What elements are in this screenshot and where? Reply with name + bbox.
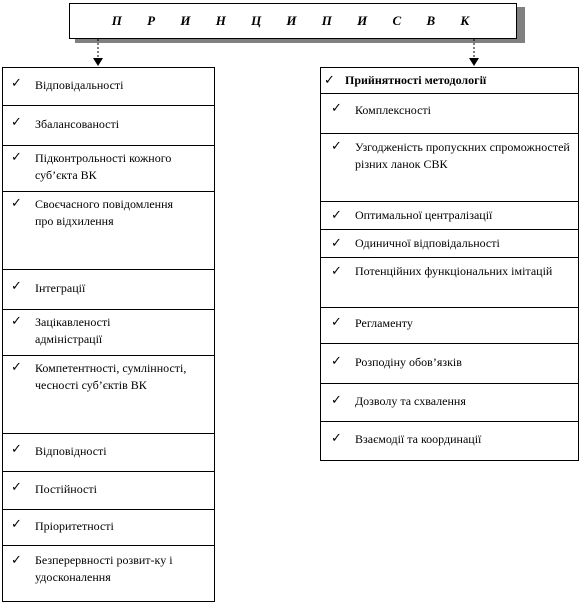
- check-icon: ✓: [11, 314, 22, 329]
- principle-label: Потенційних функціональних імітацій: [355, 264, 553, 278]
- list-item: [321, 258, 578, 308]
- check-icon: ✓: [324, 73, 335, 88]
- principle-label: Одиничної відповідальності: [355, 236, 500, 250]
- list-item: [3, 192, 214, 270]
- list-item: [3, 472, 214, 510]
- list-item: [3, 270, 214, 310]
- list-item: [321, 68, 578, 94]
- principle-label: Взаємодії та координації: [355, 432, 482, 446]
- principle-label: Компетентності, сумлінності, чесності суб’єктів ВК: [35, 361, 187, 392]
- principle-label: Регламенту: [355, 316, 413, 330]
- check-icon: ✓: [11, 480, 22, 495]
- list-item: [321, 422, 578, 460]
- check-icon: ✓: [11, 76, 22, 91]
- list-item: [321, 230, 578, 258]
- check-icon: ✓: [11, 115, 22, 130]
- list-item: [3, 106, 214, 146]
- list-item: [3, 546, 214, 601]
- check-icon: ✓: [331, 354, 342, 369]
- left-connector-arrow: [88, 39, 108, 67]
- check-icon: ✓: [331, 236, 342, 251]
- principle-label: Пріоритетності: [35, 519, 114, 533]
- check-icon: ✓: [331, 101, 342, 116]
- list-item: [3, 146, 214, 192]
- principle-label: Підконтрольності кожного суб’єкта ВК: [35, 151, 172, 182]
- principle-label: Дозволу та схвалення: [355, 394, 466, 408]
- principle-label: Оптимальної централізації: [355, 208, 493, 222]
- check-icon: ✓: [11, 279, 22, 294]
- principle-label: Інтеграції: [35, 281, 86, 295]
- list-item: [321, 384, 578, 422]
- list-item: [321, 344, 578, 384]
- principle-label: Розподіну обов’язків: [355, 355, 462, 369]
- check-icon: ✓: [331, 264, 342, 279]
- list-item: [3, 434, 214, 472]
- principle-label: Постійності: [35, 482, 97, 496]
- principle-label: Узгодженість пропускних спроможностей різних ланок СВК: [355, 140, 570, 171]
- principle-label: Відповідальності: [35, 78, 124, 92]
- principle-label: Комплексності: [355, 103, 431, 117]
- right-principles-column: [320, 67, 579, 461]
- check-icon: ✓: [331, 393, 342, 408]
- list-item: [321, 134, 578, 202]
- principle-label: Своєчасного повідомлення про відхилення: [35, 197, 174, 228]
- check-icon: ✓: [11, 196, 22, 211]
- check-icon: ✓: [11, 360, 22, 375]
- principle-label: Безперервності розвит-ку і удосконалення: [35, 553, 173, 584]
- diagram-title: П Р И Н Ц И П И С В К: [69, 3, 517, 39]
- check-icon: ✓: [331, 208, 342, 223]
- list-item: [3, 68, 214, 106]
- check-icon: ✓: [331, 139, 342, 154]
- list-item: [3, 310, 214, 356]
- list-item: [321, 202, 578, 230]
- check-icon: ✓: [331, 431, 342, 446]
- right-connector-arrow: [464, 39, 484, 67]
- principle-label: Прийнятності методології: [345, 73, 487, 87]
- list-item: [3, 510, 214, 546]
- check-icon: ✓: [331, 315, 342, 330]
- list-item: [321, 308, 578, 344]
- check-icon: ✓: [11, 553, 22, 568]
- list-item: [321, 94, 578, 134]
- left-principles-column: [2, 67, 215, 602]
- list-item: [3, 356, 214, 434]
- principle-label: Зацікавленості адміністрації: [35, 315, 111, 346]
- check-icon: ✓: [11, 517, 22, 532]
- principle-label: Відповідності: [35, 444, 107, 458]
- check-icon: ✓: [11, 442, 22, 457]
- principle-label: Збалансованості: [35, 117, 120, 131]
- check-icon: ✓: [11, 150, 22, 165]
